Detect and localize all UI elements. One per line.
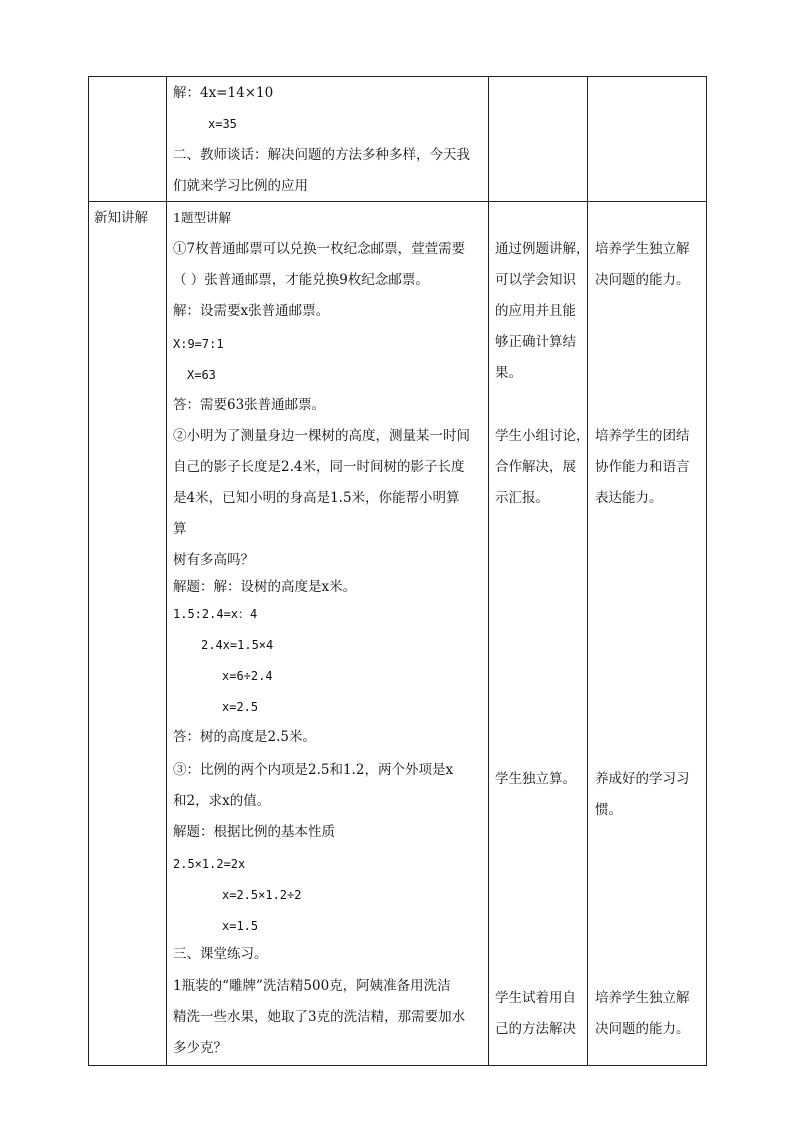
intent-line: 培养学生独立解: [595, 241, 690, 257]
column-divider-3: [587, 76, 588, 1066]
content-line: 解题：根据比例的基本性质: [173, 824, 335, 840]
activity-line: 学生独立算。: [495, 771, 576, 787]
content-line: 们就来学习比例的应用: [173, 178, 308, 194]
content-line: ②小明为了测量身边一棵树的高度，测量某一时间: [173, 428, 470, 444]
table-right-border: [706, 76, 707, 1066]
content-line: 二、教师谈话：解决问题的方法多种多样，今天我: [173, 147, 470, 163]
column-divider-2: [488, 76, 489, 1066]
content-line: 树有多高吗？: [173, 552, 254, 568]
content-line: 答：需要63张普通邮票。: [173, 397, 326, 413]
activity-line: 己的方法解决: [495, 1021, 576, 1037]
content-line: 1题型讲解: [173, 210, 231, 225]
content-line: 2.4x=1.5×4: [201, 638, 274, 652]
content-line: 是4米，已知小明的身高是1.5米，你能帮小明算: [173, 490, 460, 506]
row-divider: [88, 201, 707, 202]
activity-line: 通过例题讲解，: [495, 241, 590, 257]
content-line: ③：比例的两个内项是2.5和1.2，两个外项是x: [173, 762, 454, 778]
content-line: 三、课堂练习。: [173, 946, 268, 962]
activity-line: 学生小组讨论，: [495, 428, 590, 444]
section-label: 新知讲解: [94, 210, 148, 226]
table-top-border: [88, 76, 707, 77]
content-line: 自己的影子长度是2.4米，同一时间树的影子长度: [173, 459, 465, 475]
intent-line: 表达能力。: [595, 490, 663, 506]
content-line: 1瓶装的“雕牌”洗洁精500克，阿姨准备用洗洁: [173, 978, 451, 994]
intent-line: 惯。: [595, 802, 622, 818]
content-line: （ ）张普通邮票，才能兑换9枚纪念邮票。: [173, 272, 429, 288]
intent-line: 决问题的能力。: [595, 272, 690, 288]
content-line: 算: [173, 521, 187, 537]
table-left-border: [88, 76, 89, 1066]
table-bottom-border: [88, 1065, 707, 1066]
activity-line: 果。: [495, 365, 522, 381]
content-line: 解：4x=14×10: [173, 85, 274, 101]
content-line: x=2.5×1.2÷2: [222, 888, 302, 902]
content-line: ①7枚普通邮票可以兑换一枚纪念邮票，萱萱需要: [173, 241, 466, 257]
intent-line: 决问题的能力。: [595, 1021, 690, 1037]
activity-line: 示汇报。: [495, 490, 549, 506]
intent-line: 培养学生独立解: [595, 990, 690, 1006]
content-line: 答：树的高度是2.5米。: [173, 729, 316, 745]
intent-line: 协作能力和语言: [595, 459, 690, 475]
activity-line: 可以学会知识: [495, 272, 576, 288]
content-line: 和2，求x的值。: [173, 793, 271, 809]
content-line: x=35: [208, 117, 237, 131]
content-line: 1.5:2.4=x：4: [173, 607, 258, 621]
content-line: 多少克？: [173, 1040, 227, 1056]
content-line: x=2.5: [222, 700, 259, 714]
content-line: x=6÷2.4: [222, 669, 273, 683]
intent-line: 养成好的学习习: [595, 771, 690, 787]
content-line: 解题：解：设树的高度是x米。: [173, 579, 357, 595]
content-line: x=1.5: [222, 919, 259, 933]
activity-line: 够正确计算结: [495, 334, 576, 350]
content-line: X:9=7:1: [173, 337, 224, 351]
intent-line: 培养学生的团结: [595, 428, 690, 444]
activity-line: 的应用并且能: [495, 303, 576, 319]
activity-line: 合作解决，展: [495, 459, 576, 475]
column-divider-1: [166, 76, 167, 1066]
content-line: 解：设需要x张普通邮票。: [173, 303, 330, 319]
content-line: 2.5×1.2=2x: [173, 857, 246, 871]
content-line: 精洗一些水果，她取了3克的洗洁精，那需要加水: [173, 1009, 466, 1025]
content-line: X=63: [187, 368, 216, 382]
activity-line: 学生试着用自: [495, 990, 576, 1006]
